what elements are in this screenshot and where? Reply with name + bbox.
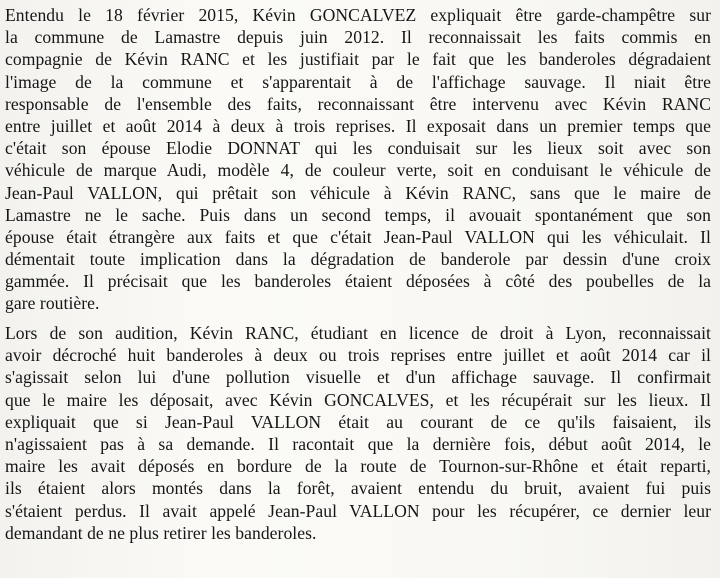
paragraph-1-line: c'était son épouse Elodie DONNAT qui les conduisait sur les lieux soit avec son bbox=[5, 138, 711, 159]
paragraph-1-line: Entendu le 18 février 2015, Kévin GONCALVEZ expliquait être garde-champêtre sur bbox=[5, 5, 711, 25]
paragraph-2-line: s'agissait selon lui d'une pollution visuelle et d'un affichage sauvage. Il confirmait bbox=[5, 367, 711, 388]
paragraph-2 bbox=[5, 322, 711, 544]
paragraph-1-line: gare routière. bbox=[5, 293, 100, 314]
paragraph-1-line: épouse était étrangère aux faits et que c'était Jean-Paul VALLON qui les véhiculait. Il bbox=[5, 226, 711, 247]
paragraph-1-line: véhicule de marque Audi, modèle 4, de couleur verte, soit en conduisant le véhicule de bbox=[5, 160, 711, 181]
paragraph-2-line: s'étaient perdus. Il avait appelé Jean-Paul VALLON pour les récupérer, ce dernier leur bbox=[5, 500, 711, 521]
paragraph-1-line: l'image de la commune et s'apparentait à de l'affichage sauvage. Il niait être bbox=[5, 71, 711, 92]
paragraph-2-line: demandant de ne plus retirer les banderoles. bbox=[5, 522, 317, 543]
paragraph-1-line: Jean-Paul VALLON, qui prêtait son véhicule à Kévin RANC, sans que le maire de bbox=[5, 182, 711, 203]
paragraph-1 bbox=[5, 4, 711, 315]
paragraph-1-line: compagnie de Kévin RANC et les justifiait par le fait que les banderoles dégradaient bbox=[5, 49, 711, 70]
paragraph-1-line: entre juillet et août 2014 à deux à trois reprises. Il exposait dans un premier temps que bbox=[5, 115, 711, 136]
paragraph-1-line: démentait toute implication dans la dégradation de banderole par dessin d'une croix bbox=[5, 249, 711, 270]
paragraph-1-line: la commune de Lamastre depuis juin 2012. Il reconnaissait les faits commis en bbox=[5, 27, 711, 48]
paragraph-1-line: Lamastre ne le sache. Puis dans un second temps, il avouait spontanément que son bbox=[5, 204, 711, 225]
paragraph-1-line: gammée. Il précisait que les banderoles étaient déposées à côté des poubelles de la bbox=[5, 271, 711, 292]
paragraph-2-line: Lors de son audition, Kévin RANC, étudiant en licence de droit à Lyon, reconnaissait bbox=[5, 323, 711, 343]
paragraph-2-line: avoir décroché huit banderoles à deux ou trois reprises entre juillet et août 2014 car il bbox=[5, 345, 711, 366]
paragraph-2-line: n'agissaient pas à sa demande. Il racontait que la dernière fois, début août 2014, le bbox=[5, 433, 711, 454]
paragraph-2-line: ils étaient alors montés dans la forêt, avaient entendu du bruit, avaient fui puis bbox=[5, 478, 711, 499]
paragraph-2-line: que le maire les déposait, avec Kévin GONCALVES, et les récupérait sur les lieux. Il bbox=[5, 389, 711, 410]
paragraph-2-line: expliquait que si Jean-Paul VALLON était au courant de ce qu'ils faisaient, ils bbox=[5, 411, 711, 432]
paragraph-2-line: maire les avait déposés en bordure de la route de Tournon-sur-Rhône et était reparti, bbox=[5, 456, 711, 477]
paragraph-1-line: responsable de l'ensemble des faits, reconnaissant être intervenu avec Kévin RANC bbox=[5, 93, 711, 114]
